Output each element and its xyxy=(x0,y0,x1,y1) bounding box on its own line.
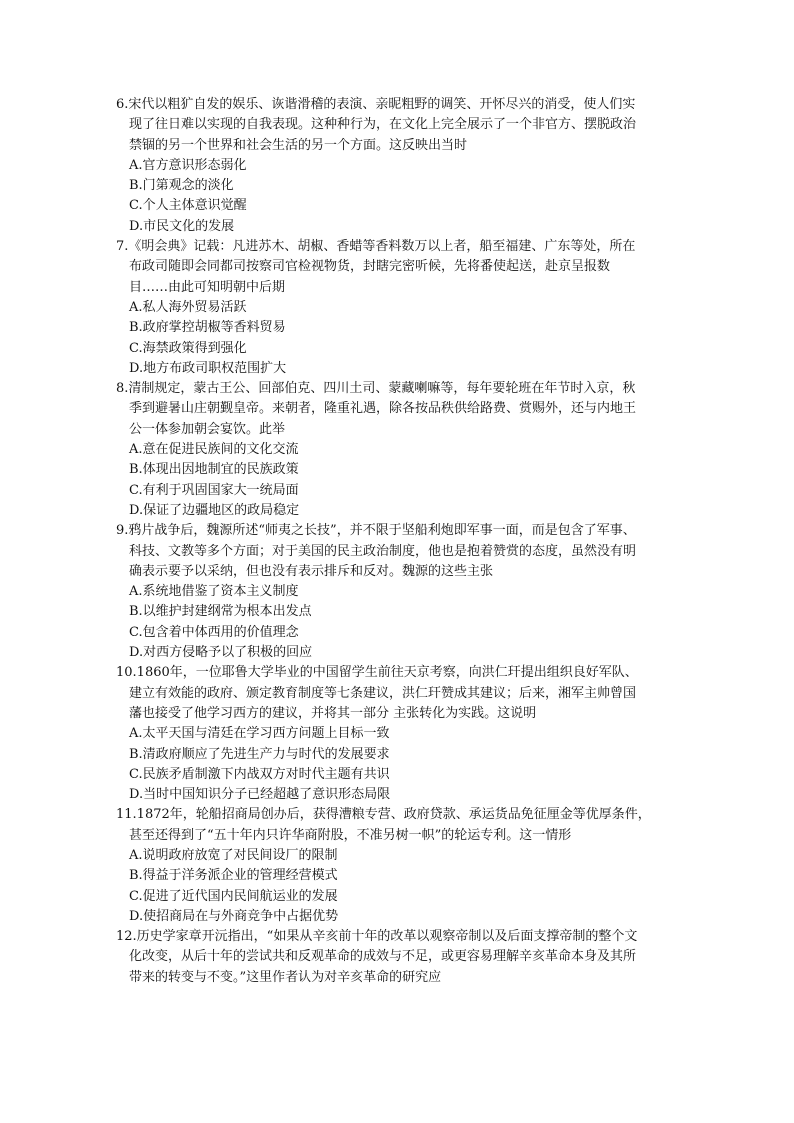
question-stem-line: 8.清制规定，蒙古王公、回部伯克、四川土司、蒙藏喇嘛等，每年要轮班在年节时入京，秋 xyxy=(116,381,636,397)
question-stem-line: 科技、文教等多个方面；对于美国的民主政治制度，他也是抱着赞赏的态度，虽然没有明 xyxy=(129,543,637,559)
question-stem-line: 化改变，从后十年的尝试共和反观革命的成效与不足，或更容易理解辛亥革命本身及其所 xyxy=(129,949,637,965)
option-a: A.官方意识形态弱化 xyxy=(129,157,247,173)
option-b: B.得益于洋务派企业的管理经营模式 xyxy=(129,868,338,884)
option-d: D.地方布政司职权范围扩大 xyxy=(129,360,287,376)
option-c: C.促进了近代国内民间航运业的发展 xyxy=(129,888,338,904)
option-b: B.清政府顺应了先进生产力与时代的发展要求 xyxy=(129,746,390,762)
question-10 xyxy=(116,663,686,805)
option-c: C.个人主体意识觉醒 xyxy=(129,198,247,214)
question-11 xyxy=(116,805,686,927)
option-a: A.说明政府放宽了对民间设厂的限制 xyxy=(129,847,338,863)
question-stem-line: 12.历史学家章开沅指出，“如果从辛亥前十年的改革以观察帝制以及后面支撑帝制的整个文 xyxy=(116,929,638,945)
question-stem-line: 建立有效能的政府、颁定教育制度等七条建议，洪仁玕赞成其建议；后来，湘军主帅曾国 xyxy=(129,685,637,701)
question-stem-line: 确表示要予以采纳，但也没有表示排斥和反对。魏源的这些主张 xyxy=(129,563,494,579)
question-stem-line: 公一体参加朝会宴饮。此举 xyxy=(129,421,286,437)
question-8 xyxy=(116,379,686,521)
option-d: D.使招商局在与外商竞争中占据优势 xyxy=(129,908,339,924)
option-d: D.对西方侵略予以了积极的回应 xyxy=(129,645,313,661)
question-stem-line: 目……由此可知明朝中后期 xyxy=(129,279,286,295)
question-stem-line: 带来的转变与不变。”这里作者认为对辛亥革命的研究应 xyxy=(129,969,442,985)
question-9 xyxy=(116,521,686,663)
option-a: A.系统地借鉴了资本主义制度 xyxy=(129,584,299,600)
option-a: A.意在促进民族间的文化交流 xyxy=(129,442,299,458)
question-stem-line: 9.鸦片战争后，魏源所述“师夷之长技”，并不限于坚船利炮即军事一面，而是包含了军事、 xyxy=(116,523,636,539)
option-c: C.民族矛盾制激下内战双方对时代主题有共识 xyxy=(129,766,390,782)
question-6 xyxy=(116,95,686,237)
question-stem-line: 季到避暑山庄朝觐皇帝。来朝者，隆重礼遇，除各按品秩供给路费、赏赐外，还与内地王 xyxy=(129,401,637,417)
option-c: C.包含着中体西用的价值理念 xyxy=(129,624,299,640)
question-7 xyxy=(116,237,686,379)
question-stem-line: 10.1860年，一位耶鲁大学毕业的中国留学生前往天京考察，向洪仁玕提出组织良好军队、 xyxy=(116,665,638,681)
option-c: C.有利于巩固国家大一统局面 xyxy=(129,482,299,498)
question-stem-line: 7.《明会典》记载：凡进苏木、胡椒、香蜡等香料数万以上者，船至福建、广东等处，所在 xyxy=(116,239,636,255)
question-stem-line: 现了往日难以实现的自我表现。这种种行为，在文化上完全展示了一个非官方、摆脱政治 xyxy=(129,117,637,133)
question-stem-line: 布政司随即会同都司按察司官检视物货，封瞎完密听候，先将番使起送，赴京呈报数 xyxy=(129,259,611,275)
option-b: B.以维护封建纲常为根本出发点 xyxy=(129,604,312,620)
question-stem-line: 藩也接受了他学习西方的建议，并将其一部分 主张转化为实践。这说明 xyxy=(129,705,537,721)
exam-page xyxy=(116,95,686,988)
option-b: B.体现出因地制宜的民族政策 xyxy=(129,462,299,478)
option-d: D.保证了边疆地区的政局稳定 xyxy=(129,502,300,518)
question-stem-line: 甚至还得到了“五十年内只许华商附股，不准另树一帜”的轮运专利。这一情形 xyxy=(129,827,572,843)
question-stem-line: 11.1872年，轮船招商局创办后，获得漕粮专营、政府贷款、承运货品免征厘金等优厚条件， xyxy=(116,807,651,823)
question-stem-line: 禁锢的另一个世界和社会生活的另一个方面。这反映出当时 xyxy=(129,137,468,153)
option-b: B.政府掌控胡椒等香料贸易 xyxy=(129,320,286,336)
option-a: A.太平天国与清廷在学习西方问题上目标一致 xyxy=(129,726,390,742)
option-d: D.当时中国知识分子已经超越了意识形态局限 xyxy=(129,787,391,803)
option-a: A.私人海外贸易活跃 xyxy=(129,299,247,315)
option-b: B.门第观念的淡化 xyxy=(129,178,234,194)
option-d: D.市民文化的发展 xyxy=(129,218,235,234)
question-12 xyxy=(116,927,686,988)
question-stem-line: 6.宋代以粗犷自发的娱乐、诙谐滑稽的表演、亲昵粗野的调笑、开怀尽兴的消受，使人们实 xyxy=(116,97,636,112)
option-c: C.海禁政策得到强化 xyxy=(129,340,247,356)
